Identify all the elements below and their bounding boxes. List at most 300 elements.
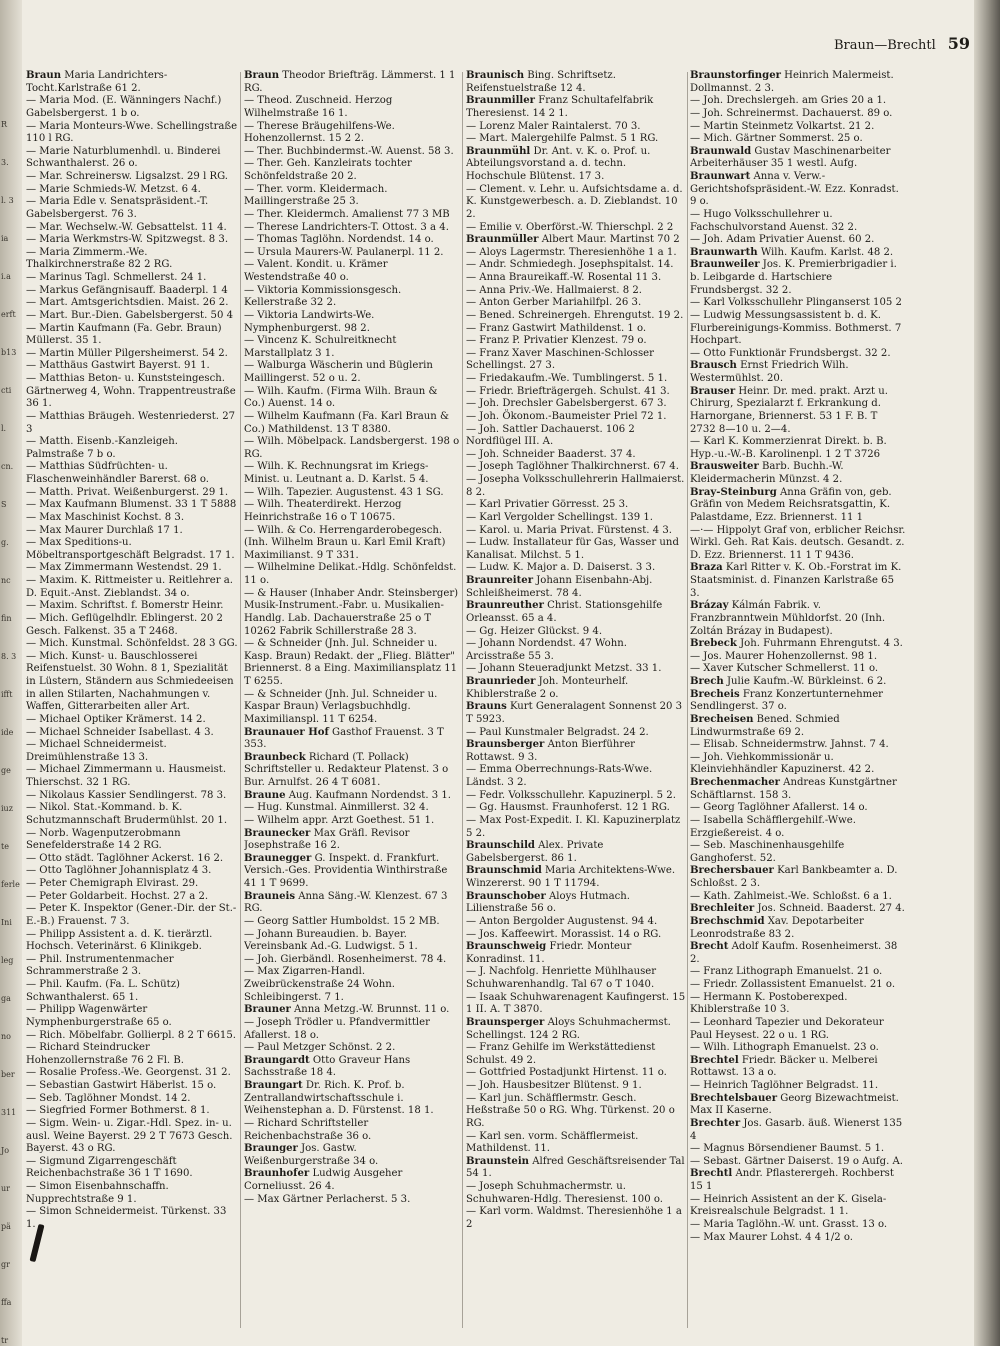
gutter-fragment: i.a: [1, 272, 11, 281]
directory-entry: [690, 348, 906, 361]
entry-text: — Joseph Trödler u. Pfandvermittler Afallerst. 18 o.: [244, 1016, 430, 1041]
entry-text: — Matthias Beton- u. Kunststeingesch. Gärtnerweg 4, Wohn. Trappentreustraße 36 1.: [26, 373, 236, 410]
entry-text: — Ther. Buchbindermst.-W. Auenst. 58 3.: [244, 145, 454, 157]
entry-text: — Mich. Kunst- u. Bauschlosserei Reifenstuelst. 30 Wohn. 8 1, Spezialität in Lüstern, Ständern aus Schmiedeeisen in allen Stilarten, Nachahmungen v. Waffen, Gitterarbeiten aller Art.: [26, 650, 234, 713]
directory-entry: [466, 121, 686, 134]
directory-entry: [466, 348, 686, 373]
directory-entry: [466, 323, 686, 336]
entry-text: Ernst Friedrich Wilh. Westermühlst. 20.: [690, 360, 849, 384]
directory-entry: [244, 499, 460, 524]
entry-text: — Richard Steindrucker Hohenzollernstraße 76 2 Fl. B.: [26, 1042, 184, 1066]
directory-entry: [690, 146, 906, 171]
directory-entry: [26, 323, 238, 348]
entry-text: — Lorenz Maler Raintalerst. 70 3.: [466, 120, 641, 132]
directory-entry: [690, 916, 906, 941]
directory-entry: [26, 853, 238, 866]
directory-entry: [690, 891, 906, 904]
directory-entry: [244, 929, 460, 954]
directory-entry: [466, 562, 686, 575]
directory-entry: [466, 802, 686, 815]
entry-surname: Braun: [244, 70, 280, 81]
directory-entry: [466, 512, 686, 525]
directory-entry: [244, 335, 460, 360]
directory-entry: [244, 1004, 460, 1017]
directory-entry: [26, 891, 238, 904]
entry-text: Andreas Kunstgärtner Schäftlarnst. 158 3.: [690, 777, 897, 801]
gutter-fragment: iuz: [1, 804, 13, 813]
entry-text: — Michael Schneidermeist. Dreimühlenstraße 13 3.: [26, 739, 167, 763]
gutter-fragment: ifft: [1, 690, 13, 699]
directory-entry: [26, 487, 238, 500]
directory-entry: [26, 348, 238, 361]
entry-text: — Max Gärtner Perlacherst. 5 3.: [244, 1193, 411, 1205]
entry-text: — Norb. Wagenputzerobmann Senefelderstraße 14 2 RG.: [26, 827, 181, 852]
directory-entry: [690, 752, 906, 777]
entry-text: Kálmán Fabrik. v. Franzbranntwein Mühldorfst. 20 (Inh. Zoltán Brázay in Budapest).: [690, 600, 886, 637]
directory-entry: [244, 1042, 460, 1055]
entry-text: — Karl Vergolder Schellingst. 139 1.: [466, 511, 653, 523]
gutter-fragment: ide: [1, 728, 14, 737]
entry-text: — Heinrich Taglöhner Belgradst. 11.: [690, 1080, 879, 1091]
directory-entry: [244, 954, 460, 967]
entry-text: — Mart. Amtsgerichtsdien. Maist. 26 2.: [26, 297, 229, 309]
directory-entry: [690, 360, 906, 385]
directory-entry: [690, 1194, 906, 1219]
entry-text: Andr. Pflasterergeh. Rochberst 15 1: [690, 1168, 894, 1192]
page-header: [760, 34, 970, 58]
entry-text: — Isaak Schuhwarenagent Kaufingerst. 15 1 II. A. T 3870.: [466, 991, 686, 1016]
directory-entry: [26, 1093, 238, 1106]
directory-entry: [26, 739, 238, 764]
directory-entry: [244, 1017, 460, 1042]
entry-text: — Elisab. Schneidermstrw. Jahnst. 7 4.: [690, 739, 889, 751]
entry-text: Maria Architektens-Wwe. Winzererst. 90 1 T 11794.: [466, 865, 676, 889]
entry-text: — Mart. Malergehilfe Palmst. 5 1 RG.: [466, 133, 659, 145]
entry-surname: Brechtl: [690, 1168, 733, 1180]
entry-surname: Braunmühl: [466, 145, 531, 157]
entry-text: — Rosalie Profess.-We. Georgenst. 31 2.: [26, 1067, 231, 1079]
directory-entry: [466, 398, 686, 411]
entry-surname: Brechenmacher: [690, 777, 780, 788]
directory-entry: [466, 840, 686, 865]
column-4: [690, 70, 906, 1332]
entry-surname: Brech: [690, 676, 724, 687]
gutter-fragment: Jo: [1, 1146, 10, 1155]
directory-entry: [244, 1055, 460, 1080]
entry-text: — Wilhelmine Delikat.-Hdlg. Schönfeldst. 11 o.: [244, 562, 457, 586]
directory-entry: [244, 562, 460, 587]
entry-text: — Johann Steueradjunkt Metzst. 33 1.: [466, 663, 662, 675]
directory-entry: [466, 727, 686, 740]
entry-text: — Georg Sattler Humboldst. 15 2 MB.: [244, 915, 440, 927]
directory-entry: [466, 474, 686, 499]
entry-text: — Otto Funktionär Frundsbergst. 32 2.: [690, 347, 891, 359]
entry-text: Jos. Gasarb. äuß. Wienerst 135 4: [690, 1117, 903, 1142]
directory-entry: [466, 259, 686, 272]
directory-entry: [690, 171, 906, 209]
directory-entry: [466, 386, 686, 399]
directory-entry: [26, 247, 238, 272]
directory-entry: [244, 95, 460, 120]
entry-surname: Braungardt: [244, 1054, 310, 1066]
entry-text: — Sebast. Gärtner Daiserst. 19 o Aufg. A.: [690, 1155, 904, 1167]
directory-entry: [26, 297, 238, 310]
entry-text: — Hugo Volksschullehrer u. Fachschulvorstand Auenst. 32 2.: [690, 208, 858, 233]
directory-entry: [26, 360, 238, 373]
directory-entry: [244, 386, 460, 411]
entry-text: — Karl sen. vorm. Schäfflermeist. Mathildenst. 11.: [466, 1130, 639, 1155]
directory-entry: [466, 272, 686, 285]
directory-entry: [466, 146, 686, 184]
entry-text: — Matthias Bräugeh. Westenriederst. 27 3: [26, 410, 236, 435]
directory-entry: [244, 310, 460, 335]
entry-surname: Braunger: [244, 1143, 298, 1155]
directory-entry: [26, 575, 238, 600]
entry-text: — Andr. Schmiedegh. Josephspitalst. 14.: [466, 259, 674, 271]
directory-entry: [466, 449, 686, 462]
directory-entry: [26, 638, 238, 651]
gutter-fragment: leg: [1, 956, 14, 965]
entry-text: — Mart. Bur.-Dien. Gabelsbergerst. 50 4: [26, 309, 233, 321]
directory-entry: [26, 651, 238, 714]
directory-entry: [690, 714, 906, 739]
gutter-fragment: nc: [1, 576, 11, 585]
entry-surname: Braunstorfinger: [690, 70, 781, 81]
entry-text: — Peter Goldarbeit. Hochst. 27 a 2.: [26, 890, 209, 902]
entry-surname: Brechter: [690, 1117, 741, 1129]
entry-text: Julie Kaufm.-W. Bürkleinst. 6 2.: [723, 676, 887, 687]
entry-surname: Braunmüller: [466, 234, 539, 246]
entry-text: — Anton Gerber Mariahilfpl. 26 3.: [466, 297, 642, 309]
entry-text: — Isabella Schäfflergehilf.-Wwe. Erzgießereist. 4 o.: [690, 814, 856, 839]
directory-entry: [26, 234, 238, 247]
directory-entry: [690, 297, 906, 310]
entry-text: — Martin Müller Pilgersheimerst. 54 2.: [26, 347, 228, 359]
entry-surname: Brauns: [466, 701, 507, 713]
directory-entry: [690, 638, 906, 651]
directory-entry: [26, 1181, 238, 1206]
entry-text: — Kath. Zahlmeist.-We. Schloßst. 6 a 1.: [690, 890, 892, 902]
directory-entry: [690, 815, 906, 840]
directory-entry: [466, 575, 686, 600]
entry-text: Dr. Ant. v. K. o. Prof. u. Abteilungsvorstand a. d. techn. Hochschule Blütenst. 17 3.: [466, 145, 651, 182]
directory-entry: [690, 600, 906, 638]
entry-text: — & Schneider (Jnh. Jul. Schneider u. Kaspar Braun) Verlagsbuchhdlg. Maximilianspl. 11 T 6254.: [244, 688, 438, 725]
entry-text: — Viktoria Kommissionsgesch. Kellerstraße 32 2.: [244, 284, 402, 309]
entry-text: — Gg. Hausmst. Fraunhoferst. 12 1 RG.: [466, 802, 670, 814]
entry-text: — Max Maschinist Kochst. 8 3.: [26, 511, 185, 523]
entry-text: — Joh. Drechslergeh. am Gries 20 a 1.: [690, 95, 887, 107]
entry-text: — Wilh. Tapezier. Augustenst. 43 1 SG.: [244, 486, 444, 498]
column-rule: [240, 72, 241, 1328]
directory-entry: [26, 70, 238, 95]
directory-entry: [26, 1004, 238, 1029]
directory-entry: [690, 133, 906, 146]
directory-entry: [466, 929, 686, 942]
page-number: 59: [947, 34, 970, 53]
entry-text: — Max Maurer Lohst. 4 4 1/2 o.: [690, 1231, 853, 1243]
entry-text: Bing. Schriftsetz. Reifenstuelstraße 12 4.: [466, 70, 616, 94]
entry-text: — Max Zimmermann Westendst. 29 1.: [26, 562, 222, 574]
entry-text: Kurt Generalagent Sonnenst 20 3 T 5923.: [466, 701, 683, 725]
entry-text: — Marie Schmieds-W. Metzst. 6 4.: [26, 183, 201, 195]
entry-surname: Brechtel: [690, 1054, 739, 1066]
entry-text: — Friedakaufm.-We. Tumblingerst. 5 1.: [466, 373, 668, 384]
entry-text: — Johann Bureaudien. b. Bayer. Vereinsbank Ad.-G. Ludwigst. 5 1.: [244, 928, 418, 953]
entry-text: — Karl vorm. Waldmst. Theresienhöhe 1 a 2: [466, 1206, 682, 1230]
entry-text: Dr. Rich. K. Prof. b. Zentrallandwirtschaftsschule i. Weihenstephan a. D. Fürstenst. 18 1.: [244, 1080, 434, 1117]
directory-entry: [244, 1143, 460, 1168]
directory-entry: [690, 1055, 906, 1080]
entry-surname: Brecheis: [690, 688, 740, 700]
entry-text: — Leonhard Tapezier und Dekorateur Paul Heysest. 22 o u. 1 RG.: [690, 1016, 884, 1041]
directory-entry: [26, 171, 238, 184]
directory-entry: [26, 222, 238, 235]
entry-text: — Maria Mod. (E. Wänningers Nachf.) Gabelsbergerst. 1 b o.: [26, 95, 222, 119]
entry-text: Anna Säng.-W. Klenzest. 67 3 RG.: [244, 890, 448, 915]
entry-text: Wilh. Kaufm. Karlst. 48 2.: [757, 246, 894, 258]
entry-surname: Brecheisen: [690, 713, 754, 725]
directory-entry: [690, 70, 906, 95]
entry-text: — Viktoria Landwirts-We. Nymphenburgerst. 98 2.: [244, 309, 375, 334]
directory-entry: [244, 436, 460, 461]
entry-text: — Karl jun. Schäfflermstr. Gesch. Heßstraße 50 o RG. Whg. Türkenst. 20 o RG.: [466, 1092, 675, 1129]
entry-text: Alex. Private Gabelsbergerst. 86 1.: [466, 840, 604, 864]
directory-entry: [690, 1093, 906, 1118]
entry-text: Friedr. Bäcker u. Melberei Rottawst. 13 a o.: [690, 1054, 878, 1079]
entry-text: — Wilhelm appr. Arzt Goethest. 51 1.: [244, 814, 435, 826]
entry-surname: Brechtelsbauer: [690, 1092, 778, 1104]
directory-entry: [244, 1194, 460, 1207]
directory-entry: [466, 537, 686, 562]
entry-text: — Max Speditions-u. Möbeltransportgeschäft Belgradst. 17 1.: [26, 537, 235, 561]
directory-entry: [244, 525, 460, 563]
directory-entry: [244, 259, 460, 284]
directory-entry: [26, 1156, 238, 1181]
directory-entry: [466, 1156, 686, 1181]
directory-entry: [26, 878, 238, 891]
entry-surname: Braunreiter: [466, 575, 534, 586]
directory-entry: [26, 979, 238, 1004]
entry-text: — Franz Gastwirt Mathildenst. 1 o.: [466, 322, 647, 334]
directory-entry: [244, 891, 460, 916]
directory-entry: [26, 525, 238, 538]
entry-text: Adolf Kaufm. Rosenheimerst. 38 2.: [690, 941, 898, 965]
entry-text: — Ludwig Messungsassistent b. d. K. Flurbereinigungs-Kommiss. Bothmerst. 7 Hochpart.: [690, 309, 902, 347]
entry-text: Max Gräfl. Revisor Josephstraße 16 2.: [244, 827, 410, 852]
entry-text: — Aloys Lagermstr. Theresienhöhe 1 a 1.: [466, 246, 677, 258]
gutter-fragment: cti: [1, 386, 12, 395]
gutter-fragment: 3.: [1, 158, 9, 167]
entry-surname: Brechschmid: [690, 915, 765, 927]
entry-surname: Braunsperger: [466, 1016, 545, 1028]
directory-entry: [466, 411, 686, 424]
directory-entry: [244, 360, 460, 385]
entry-text: — Walburga Wäscherin und Büglerin Maillingerst. 52 o u. 2.: [244, 360, 433, 384]
directory-entry: [244, 487, 460, 500]
directory-entry: [26, 1030, 238, 1043]
directory-entry: [26, 1042, 238, 1067]
entry-text: — Wilh. K. Rechnungsrat im Kriegs-Minist. u. Leutnant a. D. Karlst. 5 4.: [244, 461, 429, 485]
entry-text: — Maria Taglöhn.-W. unt. Grasst. 13 o.: [690, 1218, 888, 1230]
entry-text: Theodor Briefträg. Lämmerst. 1 1 RG.: [244, 70, 456, 94]
entry-text: — Anton Bergolder Augustenst. 94 4.: [466, 915, 658, 927]
directory-entry: [466, 790, 686, 803]
entry-text: — Vincenz K. Schulreitknecht Marstallplatz 3 1.: [244, 335, 397, 359]
directory-entry: [690, 663, 906, 676]
entry-text: — Franz Xaver Maschinen-Schlosser Schellingst. 27 3.: [466, 347, 654, 372]
entry-text: — Maria Monteurs-Wwe. Schellingstraße 110 l RG.: [26, 120, 238, 145]
directory-entry: [26, 828, 238, 853]
entry-text: Georg Bizewachtmeist. Max II Kaserne.: [690, 1092, 899, 1117]
entry-text: Franz Schultafelfabrik Theresienst. 14 2 1.: [466, 95, 654, 119]
entry-text: — Ther. Geh. Kanzleirats tochter Schönfeldstraße 20 2.: [244, 158, 412, 182]
entry-text: — Seb. Taglöhner Mondst. 14 2.: [26, 1092, 191, 1104]
directory-entry: [466, 638, 686, 663]
entry-text: — Joh. Schneider Baaderst. 37 4.: [466, 448, 636, 460]
entry-surname: Braunwart: [690, 171, 751, 182]
directory-entry: [244, 790, 460, 803]
directory-entry: [690, 1118, 906, 1143]
directory-entry: [244, 209, 460, 222]
directory-entry: [690, 1219, 906, 1232]
entry-text: — Matth. Privat. Weißenburgerst. 29 1.: [26, 486, 229, 498]
directory-entry: [26, 600, 238, 613]
directory-entry: [690, 966, 906, 979]
entry-text: — Magnus Börsendiener Baumst. 5 1.: [690, 1143, 885, 1155]
entry-surname: Brauser: [690, 385, 736, 397]
directory-entry: [466, 1181, 686, 1206]
entry-text: — Nikol. Stat.-Kommand. b. K. Schutzmannschaft Brudermühlst. 20 1.: [26, 802, 228, 826]
entry-surname: Braunwarth: [690, 246, 758, 258]
entry-text: — Franz Lithograph Emanuelst. 21 o.: [690, 966, 883, 978]
entry-text: — Joh. Hausbesitzer Blütenst. 9 1.: [466, 1080, 642, 1091]
entry-text: — Thomas Taglöhn. Nordendst. 14 o.: [244, 234, 434, 246]
directory-entry: [26, 613, 238, 638]
gutter-fragment: tr: [1, 1336, 9, 1345]
directory-entry: [26, 1118, 238, 1156]
column-rule: [462, 72, 463, 1328]
directory-entry: [26, 121, 238, 146]
entry-text: Anton Bierführer Rottawst. 9 3.: [466, 739, 636, 763]
entry-surname: Brechersbauer: [690, 865, 774, 877]
entry-text: — & Hauser (Inhaber Andr. Steinsberger) Musik-Instrument.-Fabr. u. Musikalien-Handlg. Lab. Dachauerstraße 25 o T 10262 Fabrik Schillerstraße 28 3.: [244, 587, 459, 637]
directory-entry: [466, 335, 686, 348]
entry-surname: Braunstein: [466, 1155, 530, 1167]
directory-entry: [690, 802, 906, 815]
entry-text: Alfred Geschäftsreisender Tal 54 1.: [466, 1155, 685, 1180]
gutter-fragment: te: [1, 842, 9, 851]
directory-entry: [466, 663, 686, 676]
directory-entry: [244, 158, 460, 183]
directory-entry: [690, 461, 906, 486]
entry-text: — Joh. Gierbändl. Rosenheimerst. 78 4.: [244, 953, 447, 965]
entry-surname: Braunauer Hof: [244, 726, 329, 738]
gutter-fragment: erft: [1, 310, 16, 319]
entry-surname: Brauner: [244, 1004, 291, 1016]
directory-entry: [244, 828, 460, 853]
directory-entry: [244, 916, 460, 929]
entry-text: — Wilhelm Kaufmann (Fa. Karl Braun & Co.) Mathildenst. 13 T 8380.: [244, 410, 449, 435]
entry-text: — Johann Nordendst. 47 Wohn. Arcisstraße 55 3.: [466, 638, 627, 662]
entry-text: — Philipp Wagenwärter Nymphenburgerstraße 65 o.: [26, 1004, 172, 1028]
column-2: [244, 70, 460, 1332]
entry-surname: Brausweiter: [690, 461, 759, 473]
entry-text: — Anna Priv.-We. Hallmaierst. 8 2.: [466, 284, 642, 296]
directory-entry: [690, 689, 906, 714]
entry-text: Anna v. Verw.-Gerichtshofspräsident.-W. Ezz. Konradst. 9 o.: [690, 171, 899, 208]
entry-text: Gustav Maschinenarbeiter Arbeiterhäuser 35 1 westl. Aufg.: [690, 145, 891, 170]
directory-entry: [466, 764, 686, 789]
entry-text: — Peter K. Inspektor (Gener.-Dir. der St.-E.-B.) Frauenst. 7 3.: [26, 903, 237, 927]
entry-text: — Wilh. Theaterdirekt. Herzog Heinrichstraße 16 o T 10675.: [244, 499, 402, 523]
entry-text: Friedr. Monteur Konradinst. 11.: [466, 941, 632, 965]
gutter-fragment: l. 3: [1, 196, 14, 205]
gutter-fragment: ber: [1, 1070, 15, 1079]
directory-entry: [466, 676, 686, 701]
directory-entry: [466, 966, 686, 991]
directory-entry: [244, 1080, 460, 1118]
entry-text: — Simon Eisenbahnschaffn. Nupprechtstraße 9 1.: [26, 1181, 169, 1205]
directory-entry: [690, 209, 906, 234]
entry-text: — Joh. Sattler Dachauerst. 106 2 Nordflügel III. A.: [466, 423, 635, 448]
directory-entry: [26, 802, 238, 827]
gutter-fragment: gr: [1, 1260, 10, 1269]
directory-entry: [466, 133, 686, 146]
entry-text: — Theod. Zuschneid. Herzog Wilhelmstraße 16 1.: [244, 95, 393, 119]
entry-text: — Wilh. Kaufm. (Firma Wilh. Braun & Co.) Auenst. 14 o.: [244, 385, 438, 410]
directory-entry: [690, 525, 906, 563]
directory-entry: [26, 1206, 238, 1231]
entry-text: — Michael Schneider Isabellast. 4 3.: [26, 726, 214, 738]
directory-entry: [244, 802, 460, 815]
entry-text: — Jos. Kaffeewirt. Morassist. 14 o RG.: [466, 928, 662, 940]
gutter-fragment: ga: [1, 994, 11, 1003]
directory-entry: [466, 247, 686, 260]
entry-text: — Friedr. Zollassistent Emanuelst. 21 o.: [690, 979, 896, 990]
gutter-fragment: ferle: [1, 880, 20, 889]
directory-entry: [244, 146, 460, 159]
entry-text: — Wilh. Lithograph Emanuelst. 23 o.: [690, 1042, 879, 1054]
directory-entry: [244, 815, 460, 828]
entry-text: — Michael Zimmermann u. Hausmeist. Thierschst. 32 1 RG.: [26, 764, 227, 788]
entry-text: — Maria Zimmerm.-We. Thalkirchnerstraße 82 2 RG.: [26, 246, 173, 271]
directory-entry: [690, 840, 906, 865]
entry-text: Heinrich Malermeist. Dollmannst. 2 3.: [690, 70, 894, 94]
entry-surname: Braunschweig: [466, 941, 547, 953]
entry-text: — Mich. Kunstmal. Schönfeldst. 28 3 GG.: [26, 638, 238, 650]
entry-text: — Michael Optiker Krämerst. 14 2.: [26, 713, 206, 725]
entry-surname: Brausch: [690, 360, 737, 372]
entry-text: — Georg Taglöhner Afallerst. 14 o.: [690, 802, 868, 814]
previous-page-edge: [0, 0, 22, 1346]
entry-text: Karl Bankbeamter a. D. Schloßst. 2 3.: [690, 865, 898, 889]
entry-text: Gasthof Frauenst. 3 T 353.: [244, 726, 444, 751]
directory-entry: [466, 234, 686, 247]
entry-text: — Joh. Viehkommissionär u. Kleinviehhändler Kapuzinerst. 42 2.: [690, 751, 875, 776]
entry-text: — Franz Gehilfe im Werkstättedienst Schulst. 49 2.: [466, 1042, 656, 1066]
directory-entry: [244, 222, 460, 235]
directory-entry: [244, 853, 460, 891]
entry-text: — Mar. Wechselw.-W. Gebsattelst. 11 4.: [26, 221, 227, 233]
entry-surname: Braunbeck: [244, 751, 306, 763]
directory-entry: [466, 1206, 686, 1231]
entry-text: — Wilh. Möbelpack. Landsbergerst. 198 o RG.: [244, 436, 460, 460]
entry-text: — Martin Kaufmann (Fa. Gebr. Braun) Müllerst. 35 1.: [26, 322, 222, 347]
directory-entry: [244, 184, 460, 209]
directory-entry: [690, 979, 906, 992]
directory-entry: [244, 752, 460, 790]
